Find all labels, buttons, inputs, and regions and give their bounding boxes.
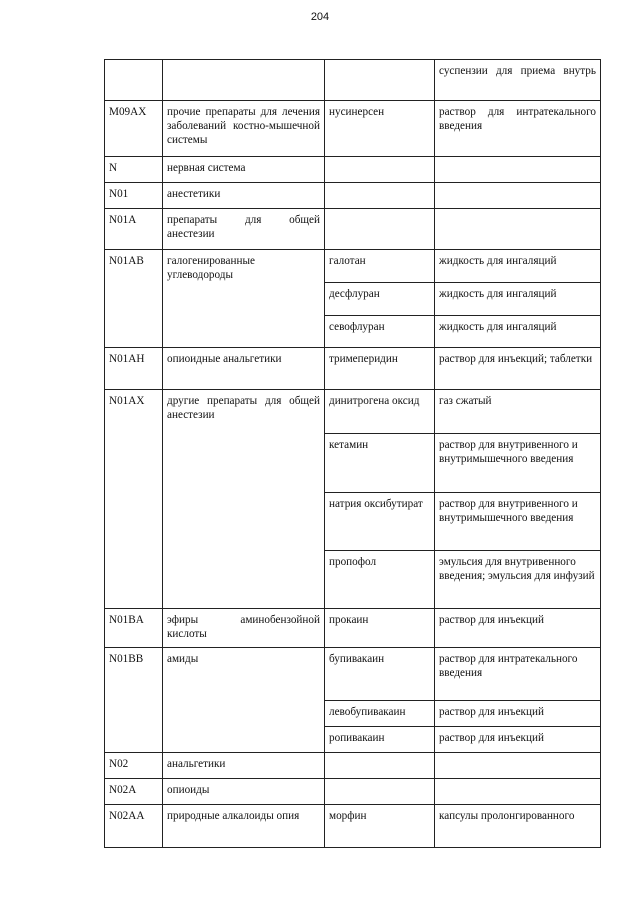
drug-cell — [325, 183, 435, 209]
form-cell: жидкость для ингаляций — [435, 316, 601, 348]
table-row — [105, 390, 601, 434]
table-row — [105, 60, 601, 101]
form-cell: раствор для внутривенного и внутримышечного введения — [435, 493, 601, 551]
form-cell: раствор для инъекций — [435, 727, 601, 753]
atc-code-cell: M09AX — [105, 101, 163, 157]
table-row — [105, 157, 601, 183]
form-cell: раствор для внутривенного и внутримышечного введения — [435, 434, 601, 493]
group-cell: препараты для общей анестезии — [163, 209, 325, 250]
group-cell: прочие препараты для лечения заболеваний костно-мышечной системы — [163, 101, 325, 157]
atc-code-cell: N02AA — [105, 805, 163, 848]
table-row — [105, 805, 601, 848]
drug-cell: галотан — [325, 250, 435, 283]
form-cell: раствор для инъекций — [435, 701, 601, 727]
atc-code-cell: N — [105, 157, 163, 183]
drug-cell — [325, 157, 435, 183]
form-cell: раствор для инъекций — [435, 609, 601, 648]
atc-code-cell: N01AB — [105, 250, 163, 348]
drug-cell: бупивакаин — [325, 648, 435, 701]
table-row — [105, 779, 601, 805]
table-row — [105, 348, 601, 390]
atc-code-cell: N01A — [105, 209, 163, 250]
drug-cell: десфлуран — [325, 283, 435, 316]
group-cell: галогенированные углеводороды — [163, 250, 325, 348]
atc-code-cell: N02A — [105, 779, 163, 805]
table-row — [105, 609, 601, 648]
group-cell: природные алкалоиды опия — [163, 805, 325, 848]
atc-code-cell: N01AH — [105, 348, 163, 390]
drug-cell: морфин — [325, 805, 435, 848]
form-cell: раствор для инъекций; таблетки — [435, 348, 601, 390]
form-cell: жидкость для ингаляций — [435, 250, 601, 283]
drug-cell — [325, 779, 435, 805]
drug-cell: кетамин — [325, 434, 435, 493]
atc-code-cell: N01BB — [105, 648, 163, 753]
table-row — [105, 648, 601, 701]
drug-cell: ропивакаин — [325, 727, 435, 753]
form-cell: раствор для интратекального введения — [435, 101, 601, 157]
atc-code-cell: N01BA — [105, 609, 163, 648]
drug-cell: тримеперидин — [325, 348, 435, 390]
drug-cell: пропофол — [325, 551, 435, 609]
form-cell — [435, 753, 601, 779]
group-cell: эфиры аминобензойной кислоты — [163, 609, 325, 648]
table-row — [105, 183, 601, 209]
form-cell — [435, 209, 601, 250]
page-number: 204 — [310, 11, 330, 23]
drug-cell — [325, 209, 435, 250]
drug-list-table — [104, 59, 601, 848]
form-cell: газ сжатый — [435, 390, 601, 434]
group-cell: опиоиды — [163, 779, 325, 805]
table-row — [105, 753, 601, 779]
drug-cell: севофлуран — [325, 316, 435, 348]
group-cell: другие препараты для общей анестезии — [163, 390, 325, 609]
atc-code-cell: N02 — [105, 753, 163, 779]
group-cell: опиоидные анальгетики — [163, 348, 325, 390]
form-cell: эмульсия для внутривенного введения; эмульсия для инфузий — [435, 551, 601, 609]
atc-code-cell: N01 — [105, 183, 163, 209]
table-row — [105, 101, 601, 157]
form-cell — [435, 183, 601, 209]
form-cell: суспензии для приема внутрь — [435, 60, 601, 101]
drug-cell: динитрогена оксид — [325, 390, 435, 434]
drug-cell — [325, 753, 435, 779]
table-row — [105, 209, 601, 250]
form-cell — [435, 157, 601, 183]
group-cell: амиды — [163, 648, 325, 753]
form-cell — [435, 779, 601, 805]
drug-cell: нусинерсен — [325, 101, 435, 157]
drug-cell: натрия оксибутират — [325, 493, 435, 551]
form-cell: капсулы пролонгированного — [435, 805, 601, 848]
atc-code-cell — [105, 60, 163, 101]
form-cell: раствор для интратекального введения — [435, 648, 601, 701]
drug-cell: левобупивакаин — [325, 701, 435, 727]
form-cell: жидкость для ингаляций — [435, 283, 601, 316]
drug-cell: прокаин — [325, 609, 435, 648]
group-cell: анестетики — [163, 183, 325, 209]
group-cell: анальгетики — [163, 753, 325, 779]
drug-cell — [325, 60, 435, 101]
atc-code-cell: N01AX — [105, 390, 163, 609]
group-cell: нервная система — [163, 157, 325, 183]
group-cell — [163, 60, 325, 101]
table-row — [105, 250, 601, 283]
